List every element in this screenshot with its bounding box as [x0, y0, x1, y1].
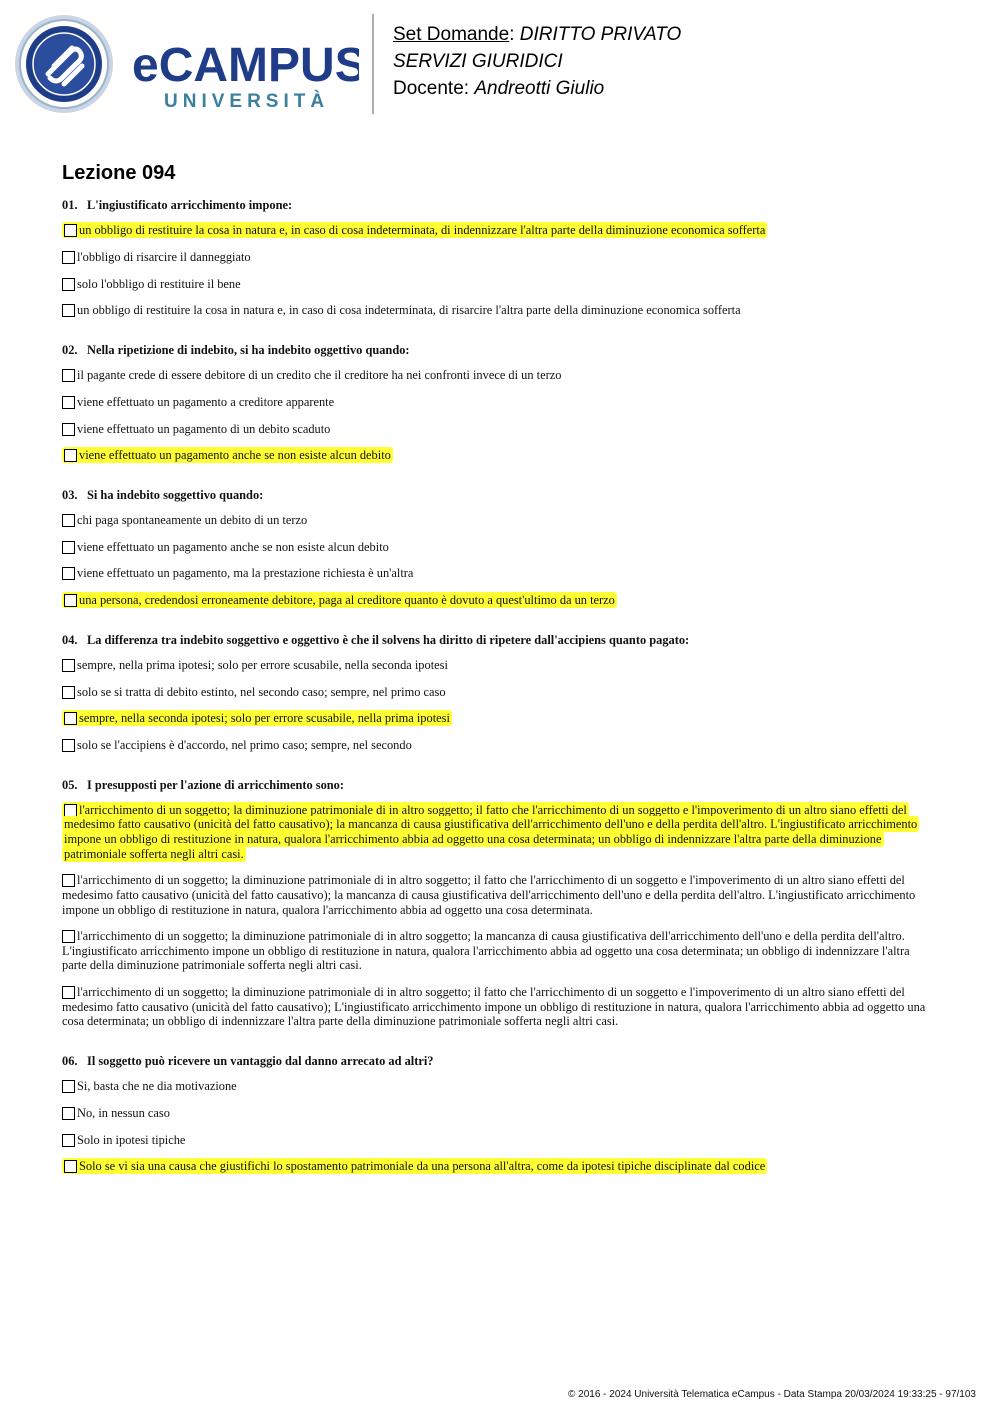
page-footer: © 2016 - 2024 Università Telematica eCampus - Data Stampa 20/03/2024 19:33:25 - 97/103 [568, 1389, 976, 1400]
answer-checkbox[interactable] [62, 514, 75, 527]
set-separator: : [509, 24, 520, 45]
correct-answer-highlight [62, 447, 393, 463]
question-number: 06. [62, 1054, 78, 1069]
answer-option [62, 223, 937, 238]
answer-text: il pagante crede di essere debitore di un credito che il creditore ha nei confronti invece di un terzo [77, 367, 562, 382]
question-block [62, 487, 937, 608]
answer-text: viene effettuato un pagamento, ma la prestazione richiesta è un'altra [77, 566, 414, 581]
teacher-label: Docente: [393, 78, 475, 99]
question-label: Si ha indebito soggettivo quando: [87, 487, 264, 502]
answer-text: un obbligo di restituire la cosa in natura e, in caso di cosa indeterminata, di risarcire l'altra parte della diminuzione economica sofferta [77, 303, 741, 318]
answer-checkbox[interactable] [62, 930, 75, 943]
answer-text: No, in nessun caso [77, 1105, 170, 1120]
answer-text: l'arricchimento di un soggetto; la diminuzione patrimoniale di in altro soggetto; il fatto che l'arricchimento di un soggetto e l'impoverimento di un altro siano effetti del medesimo fatto causativo (unicità del fatto causativo); L'ingiustificato arricchimento impone un obbligo di restituzione in natura, qualora l'arricchimento abbia ad oggetto una cosa determinata; un obbligo di indennizzare l'altra parte della diminuzione patrimoniale sofferta negli altri casi. [62, 985, 926, 1029]
question-text [62, 487, 937, 503]
answer-text-correct: sempre, nella seconda ipotesi; solo per errore scusabile, nella prima ipotesi [79, 711, 450, 726]
answer-checkbox[interactable] [64, 224, 77, 237]
answer-checkbox[interactable] [62, 304, 75, 317]
question-text [62, 342, 937, 358]
answer-checkbox[interactable] [64, 712, 77, 725]
correct-answer-highlight [62, 802, 919, 862]
answer-text: solo se si tratta di debito estinto, nel secondo caso; sempre, nel primo caso [77, 684, 446, 699]
answer-checkbox[interactable] [62, 369, 75, 382]
question-text [62, 632, 937, 648]
answer-text: Si, basta che ne dia motivazione [77, 1079, 237, 1094]
question-number: 03. [62, 487, 78, 502]
answer-text: Solo in ipotesi tipiche [77, 1132, 186, 1147]
question-text [62, 1053, 937, 1069]
correct-answer-highlight [62, 222, 767, 238]
answer-checkbox[interactable] [62, 567, 75, 580]
question-number: 04. [62, 632, 78, 647]
answer-option [62, 540, 937, 555]
answer-text: viene effettuato un pagamento di un debito scaduto [77, 421, 331, 436]
answer-option [62, 593, 937, 608]
set-label: Set Domande [393, 24, 510, 45]
header-info [393, 21, 681, 102]
set-value-line1: DIRITTO PRIVATO [519, 24, 682, 45]
answer-checkbox[interactable] [64, 804, 77, 817]
answer-option [62, 929, 937, 973]
answer-text: chi paga spontaneamente un debito di un terzo [77, 512, 308, 527]
answer-option [62, 985, 937, 1029]
teacher-name: Andreotti Giulio [474, 78, 605, 99]
answer-option [62, 395, 937, 410]
set-line [393, 21, 681, 48]
set-value-line2: SERVIZI GIURIDICI [393, 51, 563, 72]
answer-text-correct: una persona, credendosi erroneamente debitore, paga al creditore quanto è dovuto a quest'ultimo da un terzo [79, 593, 615, 608]
ecampus-logo-graphic [14, 14, 359, 114]
correct-answer-highlight [62, 592, 617, 608]
answer-option [62, 1133, 937, 1148]
answer-text-correct: viene effettuato un pagamento anche se non esiste alcun debito [79, 448, 391, 463]
logo-subtitle: UNIVERSITÀ [164, 91, 330, 112]
question-label: I presupposti per l'azione di arricchimento sono: [87, 777, 344, 792]
answer-option [62, 448, 937, 463]
question-block [62, 632, 937, 753]
answer-checkbox[interactable] [62, 541, 75, 554]
question-block [62, 1053, 937, 1174]
question-block [62, 342, 937, 463]
question-list [62, 197, 937, 1198]
answer-text: l'obbligo di risarcire il danneggiato [77, 249, 251, 264]
question-number: 02. [62, 342, 78, 357]
answer-text: solo se l'accipiens è d'accordo, nel primo caso; sempre, nel secondo [77, 738, 412, 753]
answer-checkbox[interactable] [62, 739, 75, 752]
question-label: La differenza tra indebito soggettivo e oggettivo è che il solvens ha diritto di ripetere dall'accipiens quanto pagato: [87, 632, 690, 647]
question-block [62, 777, 937, 1029]
answer-checkbox[interactable] [62, 1080, 75, 1093]
answer-option [62, 873, 937, 917]
answer-text: viene effettuato un pagamento anche se non esiste alcun debito [77, 539, 389, 554]
answer-option [62, 685, 937, 700]
answer-text: l'arricchimento di un soggetto; la diminuzione patrimoniale di in altro soggetto; il fatto che l'arricchimento di un soggetto e l'impoverimento di un altro siano effetti del medesimo fatto causativo (unicità del fatto causativo); la mancanza di causa giustificativa dell'arricchimento dell'uno e della perdita dell'altro. L'ingiustificato arricchimento impone un obbligo di restituzione in natura, qualora l'arricchimento abbia ad oggetto una cosa determinata. [62, 873, 916, 917]
question-text [62, 197, 937, 213]
question-number: 05. [62, 777, 78, 792]
answer-checkbox[interactable] [64, 449, 77, 462]
answer-option [62, 1079, 937, 1094]
question-label: L'ingiustificato arricchimento impone: [87, 198, 293, 212]
answer-text-correct: l'arricchimento di un soggetto; la diminuzione patrimoniale di in altro soggetto; il fatto che l'arricchimento di un soggetto e l'impoverimento di un altro siano effetti del medesimo fatto causativo (unicità del fatto causativo); la mancanza di causa giustificativa dell'arricchimento dell'uno e della perdita dell'altro. L'ingiustificato arricchimento impone un obbligo di restituzione in natura, qualora l'arricchimento abbia ad oggetto una cosa determinata; un obbligo di indennizzare l'altra parte della diminuzione patrimoniale sofferta negli altri casi. [64, 802, 918, 861]
answer-option [62, 566, 937, 581]
question-label: Nella ripetizione di indebito, si ha indebito oggettivo quando: [87, 342, 410, 357]
question-label: Il soggetto può ricevere un vantaggio dal danno arrecato ad altri? [87, 1054, 434, 1069]
set-line-2 [393, 48, 681, 75]
answer-text-correct: Solo se vi sia una causa che giustifichi lo spostamento patrimoniale da una persona all'altra, come da ipotesi tipiche disciplinate dal codice [79, 1159, 766, 1174]
answer-text-correct: un obbligo di restituire la cosa in natura e, in caso di cosa indeterminata, di indennizzare l'altra parte della diminuzione economica sofferta [79, 223, 766, 237]
answer-text: sempre, nella prima ipotesi; solo per errore scusabile, nella seconda ipotesi [77, 657, 448, 672]
header-divider [372, 14, 374, 114]
question-text [62, 777, 937, 793]
answer-checkbox[interactable] [62, 986, 75, 999]
logo-wordmark: eCAMPUS [132, 39, 359, 92]
question-number: 01. [62, 198, 78, 212]
answer-checkbox[interactable] [62, 1134, 75, 1147]
answer-checkbox[interactable] [62, 1107, 75, 1120]
answer-option [62, 658, 937, 673]
answer-option [62, 303, 937, 318]
answer-text: l'arricchimento di un soggetto; la diminuzione patrimoniale di in altro soggetto; la mancanza di causa giustificativa dell'arricchimento dell'uno e della perdita dell'altro. L'ingiustificato arricchimento impone un obbligo di restituzione in natura, qualora l'arricchimento abbia ad oggetto una cosa determinata; un obbligo di indennizzare l'altra parte della diminuzione patrimoniale sofferta negli altri casi. [62, 929, 910, 973]
answer-checkbox[interactable] [62, 251, 75, 264]
ecampus-logo [14, 14, 359, 114]
correct-answer-highlight [62, 710, 452, 726]
answer-option [62, 711, 937, 726]
answer-option [62, 1106, 937, 1121]
teacher-line [393, 75, 681, 102]
answer-text: viene effettuato un pagamento a creditore apparente [77, 394, 335, 409]
answer-checkbox[interactable] [62, 874, 75, 887]
answer-checkbox[interactable] [62, 659, 75, 672]
answer-option [62, 250, 937, 265]
answer-option [62, 368, 937, 383]
answer-option [62, 513, 937, 528]
answer-checkbox[interactable] [64, 1160, 77, 1173]
answer-checkbox[interactable] [62, 686, 75, 699]
answer-option [62, 422, 937, 437]
answer-option [62, 803, 937, 861]
answer-checkbox[interactable] [64, 594, 77, 607]
answer-checkbox[interactable] [62, 396, 75, 409]
answer-text: solo l'obbligo di restituire il bene [77, 276, 241, 291]
answer-option [62, 1159, 937, 1174]
answer-checkbox[interactable] [62, 278, 75, 291]
question-block [62, 197, 937, 318]
lesson-title: Lezione 094 [62, 162, 176, 184]
answer-checkbox[interactable] [62, 423, 75, 436]
correct-answer-highlight [62, 1158, 767, 1174]
answer-option [62, 277, 937, 292]
answer-option [62, 738, 937, 753]
